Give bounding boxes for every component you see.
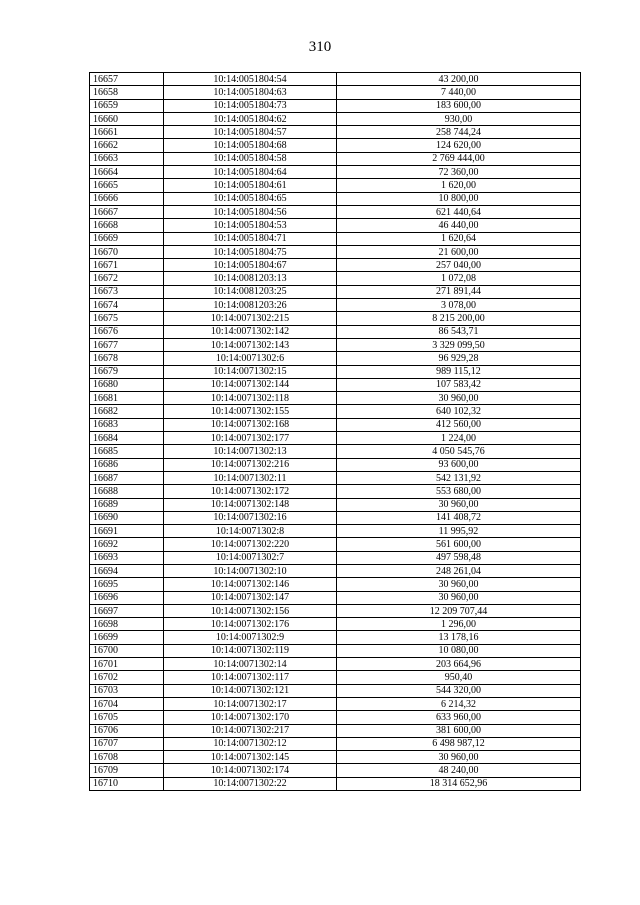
row-number-cell: 16671: [90, 259, 164, 272]
cadastral-number-cell: 10:14:0071302:15: [164, 365, 337, 378]
table-body: [90, 73, 581, 791]
cadastral-value-cell: 141 408,72: [337, 511, 581, 524]
cadastral-value-cell: 248 261,04: [337, 564, 581, 577]
cadastral-number-cell: 10:14:0071302:142: [164, 325, 337, 338]
table-row: [90, 192, 581, 205]
cadastral-value-cell: 46 440,00: [337, 219, 581, 232]
cadastral-number-cell: 10:14:0051804:71: [164, 232, 337, 245]
cadastral-value-cell: 43 200,00: [337, 73, 581, 86]
cadastral-value-cell: 950,40: [337, 671, 581, 684]
table-row: [90, 352, 581, 365]
row-number-cell: 16666: [90, 192, 164, 205]
table-row: [90, 392, 581, 405]
row-number-cell: 16710: [90, 777, 164, 790]
cadastral-number-cell: 10:14:0081203:13: [164, 272, 337, 285]
cadastral-value-cell: 10 080,00: [337, 644, 581, 657]
table-row: [90, 338, 581, 351]
row-number-cell: 16687: [90, 471, 164, 484]
cadastral-value-cell: 3 329 099,50: [337, 338, 581, 351]
cadastral-number-cell: 10:14:0071302:17: [164, 697, 337, 710]
cadastral-number-cell: 10:14:0071302:118: [164, 392, 337, 405]
row-number-cell: 16696: [90, 591, 164, 604]
cadastral-value-cell: 381 600,00: [337, 724, 581, 737]
cadastral-value-cell: 21 600,00: [337, 245, 581, 258]
table-row: [90, 551, 581, 564]
cadastral-value-cell: 30 960,00: [337, 591, 581, 604]
table-row: [90, 658, 581, 671]
row-number-cell: 16683: [90, 418, 164, 431]
row-number-cell: 16700: [90, 644, 164, 657]
page-number: 310: [308, 39, 332, 55]
row-number-cell: 16675: [90, 312, 164, 325]
cadastral-value-cell: 1 296,00: [337, 618, 581, 631]
cadastral-number-cell: 10:14:0071302:14: [164, 658, 337, 671]
table-row: [90, 777, 581, 790]
table-row: [90, 764, 581, 777]
row-number-cell: 16685: [90, 445, 164, 458]
table-row: [90, 471, 581, 484]
cadastral-number-cell: 10:14:0071302:176: [164, 618, 337, 631]
cadastral-value-cell: 497 598,48: [337, 551, 581, 564]
cadastral-number-cell: 10:14:0071302:168: [164, 418, 337, 431]
cadastral-number-cell: 10:14:0071302:143: [164, 338, 337, 351]
table-row: [90, 591, 581, 604]
table-row: [90, 724, 581, 737]
row-number-cell: 16702: [90, 671, 164, 684]
cadastral-value-cell: 257 040,00: [337, 259, 581, 272]
row-number-cell: 16709: [90, 764, 164, 777]
table-row: [90, 86, 581, 99]
cadastral-value-cell: 124 620,00: [337, 139, 581, 152]
table-row: [90, 73, 581, 86]
table-row: [90, 684, 581, 697]
row-number-cell: 16657: [90, 73, 164, 86]
table-row: [90, 564, 581, 577]
table-row: [90, 126, 581, 139]
table-row: [90, 511, 581, 524]
row-number-cell: 16674: [90, 299, 164, 312]
cadastral-value-cell: 8 215 200,00: [337, 312, 581, 325]
cadastral-number-cell: 10:14:0051804:75: [164, 245, 337, 258]
cadastral-value-cell: 11 995,92: [337, 525, 581, 538]
cadastral-value-cell: 633 960,00: [337, 711, 581, 724]
table-row: [90, 578, 581, 591]
cadastral-number-cell: 10:14:0051804:67: [164, 259, 337, 272]
cadastral-value-table: [89, 72, 581, 791]
table-row: [90, 737, 581, 750]
cadastral-number-cell: 10:14:0071302:13: [164, 445, 337, 458]
cadastral-number-cell: 10:14:0071302:121: [164, 684, 337, 697]
cadastral-number-cell: 10:14:0051804:65: [164, 192, 337, 205]
cadastral-number-cell: 10:14:0051804:73: [164, 99, 337, 112]
table-row: [90, 219, 581, 232]
cadastral-number-cell: 10:14:0071302:119: [164, 644, 337, 657]
cadastral-value-cell: 561 600,00: [337, 538, 581, 551]
row-number-cell: 16672: [90, 272, 164, 285]
cadastral-value-cell: 96 929,28: [337, 352, 581, 365]
cadastral-value-cell: 72 360,00: [337, 166, 581, 179]
cadastral-number-cell: 10:14:0071302:174: [164, 764, 337, 777]
table-row: [90, 631, 581, 644]
cadastral-value-cell: 13 178,16: [337, 631, 581, 644]
cadastral-value-cell: 30 960,00: [337, 498, 581, 511]
cadastral-number-cell: 10:14:0051804:62: [164, 112, 337, 125]
table-row: [90, 152, 581, 165]
table-row: [90, 458, 581, 471]
cadastral-number-cell: 10:14:0071302:215: [164, 312, 337, 325]
cadastral-value-cell: 544 320,00: [337, 684, 581, 697]
row-number-cell: 16680: [90, 378, 164, 391]
table-row: [90, 697, 581, 710]
cadastral-value-cell: 6 498 987,12: [337, 737, 581, 750]
cadastral-value-cell: 1 620,64: [337, 232, 581, 245]
cadastral-number-cell: 10:14:0071302:177: [164, 432, 337, 445]
row-number-cell: 16697: [90, 604, 164, 617]
cadastral-number-cell: 10:14:0071302:144: [164, 378, 337, 391]
cadastral-value-cell: 258 744,24: [337, 126, 581, 139]
row-number-cell: 16705: [90, 711, 164, 724]
cadastral-number-cell: 10:14:0071302:170: [164, 711, 337, 724]
row-number-cell: 16678: [90, 352, 164, 365]
cadastral-number-cell: 10:14:0071302:216: [164, 458, 337, 471]
table-row: [90, 711, 581, 724]
cadastral-value-cell: 271 891,44: [337, 285, 581, 298]
row-number-cell: 16676: [90, 325, 164, 338]
row-number-cell: 16679: [90, 365, 164, 378]
row-number-cell: 16669: [90, 232, 164, 245]
table-row: [90, 179, 581, 192]
cadastral-value-cell: 86 543,71: [337, 325, 581, 338]
row-number-cell: 16662: [90, 139, 164, 152]
table-row: [90, 538, 581, 551]
cadastral-value-cell: 12 209 707,44: [337, 604, 581, 617]
cadastral-value-cell: 107 583,42: [337, 378, 581, 391]
row-number-cell: 16682: [90, 405, 164, 418]
cadastral-number-cell: 10:14:0071302:220: [164, 538, 337, 551]
table-row: [90, 272, 581, 285]
cadastral-number-cell: 10:14:0051804:56: [164, 205, 337, 218]
cadastral-value-cell: 412 560,00: [337, 418, 581, 431]
cadastral-value-cell: 10 800,00: [337, 192, 581, 205]
cadastral-number-cell: 10:14:0071302:217: [164, 724, 337, 737]
table-row: [90, 671, 581, 684]
cadastral-value-cell: 93 600,00: [337, 458, 581, 471]
cadastral-number-cell: 10:14:0051804:54: [164, 73, 337, 86]
table-row: [90, 245, 581, 258]
table-row: [90, 432, 581, 445]
cadastral-number-cell: 10:14:0051804:53: [164, 219, 337, 232]
table-row: [90, 445, 581, 458]
cadastral-number-cell: 10:14:0071302:145: [164, 751, 337, 764]
cadastral-value-cell: 1 224,00: [337, 432, 581, 445]
cadastral-number-cell: 10:14:0081203:26: [164, 299, 337, 312]
cadastral-number-cell: 10:14:0071302:147: [164, 591, 337, 604]
cadastral-value-cell: 4 050 545,76: [337, 445, 581, 458]
row-number-cell: 16686: [90, 458, 164, 471]
cadastral-number-cell: 10:14:0081203:25: [164, 285, 337, 298]
row-number-cell: 16660: [90, 112, 164, 125]
cadastral-number-cell: 10:14:0071302:6: [164, 352, 337, 365]
row-number-cell: 16688: [90, 485, 164, 498]
cadastral-value-cell: 3 078,00: [337, 299, 581, 312]
table-row: [90, 604, 581, 617]
table-row: [90, 751, 581, 764]
row-number-cell: 16659: [90, 99, 164, 112]
row-number-cell: 16692: [90, 538, 164, 551]
row-number-cell: 16699: [90, 631, 164, 644]
table-row: [90, 312, 581, 325]
cadastral-number-cell: 10:14:0071302:117: [164, 671, 337, 684]
row-number-cell: 16706: [90, 724, 164, 737]
cadastral-value-cell: 1 620,00: [337, 179, 581, 192]
cadastral-value-cell: 621 440,64: [337, 205, 581, 218]
table-row: [90, 485, 581, 498]
cadastral-number-cell: 10:14:0071302:148: [164, 498, 337, 511]
cadastral-number-cell: 10:14:0071302:16: [164, 511, 337, 524]
cadastral-value-cell: 640 102,32: [337, 405, 581, 418]
cadastral-number-cell: 10:14:0051804:58: [164, 152, 337, 165]
table-row: [90, 325, 581, 338]
row-number-cell: 16664: [90, 166, 164, 179]
cadastral-value-cell: 989 115,12: [337, 365, 581, 378]
table-row: [90, 378, 581, 391]
table-row: [90, 112, 581, 125]
cadastral-number-cell: 10:14:0051804:64: [164, 166, 337, 179]
cadastral-number-cell: 10:14:0071302:12: [164, 737, 337, 750]
cadastral-value-cell: 18 314 652,96: [337, 777, 581, 790]
cadastral-number-cell: 10:14:0071302:22: [164, 777, 337, 790]
cadastral-value-cell: 1 072,08: [337, 272, 581, 285]
table-row: [90, 418, 581, 431]
cadastral-value-cell: 30 960,00: [337, 751, 581, 764]
cadastral-number-cell: 10:14:0071302:8: [164, 525, 337, 538]
row-number-cell: 16668: [90, 219, 164, 232]
cadastral-value-cell: 930,00: [337, 112, 581, 125]
cadastral-number-cell: 10:14:0051804:68: [164, 139, 337, 152]
cadastral-value-cell: 2 769 444,00: [337, 152, 581, 165]
cadastral-number-cell: 10:14:0071302:156: [164, 604, 337, 617]
row-number-cell: 16694: [90, 564, 164, 577]
row-number-cell: 16704: [90, 697, 164, 710]
table-row: [90, 644, 581, 657]
table-row: [90, 365, 581, 378]
row-number-cell: 16708: [90, 751, 164, 764]
row-number-cell: 16690: [90, 511, 164, 524]
table-row: [90, 498, 581, 511]
cadastral-number-cell: 10:14:0071302:155: [164, 405, 337, 418]
table-row: [90, 525, 581, 538]
row-number-cell: 16691: [90, 525, 164, 538]
table-row: [90, 259, 581, 272]
table-row: [90, 139, 581, 152]
table-row: [90, 205, 581, 218]
cadastral-value-cell: 30 960,00: [337, 392, 581, 405]
cadastral-number-cell: 10:14:0051804:57: [164, 126, 337, 139]
cadastral-number-cell: 10:14:0071302:11: [164, 471, 337, 484]
row-number-cell: 16665: [90, 179, 164, 192]
cadastral-number-cell: 10:14:0071302:146: [164, 578, 337, 591]
cadastral-value-cell: 30 960,00: [337, 578, 581, 591]
table-row: [90, 618, 581, 631]
row-number-cell: 16673: [90, 285, 164, 298]
table-row: [90, 99, 581, 112]
cadastral-number-cell: 10:14:0071302:7: [164, 551, 337, 564]
row-number-cell: 16670: [90, 245, 164, 258]
cadastral-value-cell: 542 131,92: [337, 471, 581, 484]
row-number-cell: 16703: [90, 684, 164, 697]
cadastral-number-cell: 10:14:0051804:63: [164, 86, 337, 99]
row-number-cell: 16707: [90, 737, 164, 750]
row-number-cell: 16701: [90, 658, 164, 671]
row-number-cell: 16689: [90, 498, 164, 511]
row-number-cell: 16677: [90, 338, 164, 351]
table-row: [90, 285, 581, 298]
row-number-cell: 16698: [90, 618, 164, 631]
cadastral-value-cell: 6 214,32: [337, 697, 581, 710]
cadastral-number-cell: 10:14:0071302:10: [164, 564, 337, 577]
cadastral-value-cell: 183 600,00: [337, 99, 581, 112]
table-row: [90, 232, 581, 245]
cadastral-number-cell: 10:14:0071302:9: [164, 631, 337, 644]
table-row: [90, 299, 581, 312]
cadastral-value-cell: 203 664,96: [337, 658, 581, 671]
cadastral-number-cell: 10:14:0071302:172: [164, 485, 337, 498]
row-number-cell: 16663: [90, 152, 164, 165]
cadastral-value-cell: 48 240,00: [337, 764, 581, 777]
row-number-cell: 16695: [90, 578, 164, 591]
row-number-cell: 16667: [90, 205, 164, 218]
table-row: [90, 166, 581, 179]
cadastral-value-cell: 7 440,00: [337, 86, 581, 99]
row-number-cell: 16661: [90, 126, 164, 139]
row-number-cell: 16658: [90, 86, 164, 99]
row-number-cell: 16684: [90, 432, 164, 445]
cadastral-value-cell: 553 680,00: [337, 485, 581, 498]
table-row: [90, 405, 581, 418]
row-number-cell: 16693: [90, 551, 164, 564]
cadastral-number-cell: 10:14:0051804:61: [164, 179, 337, 192]
row-number-cell: 16681: [90, 392, 164, 405]
